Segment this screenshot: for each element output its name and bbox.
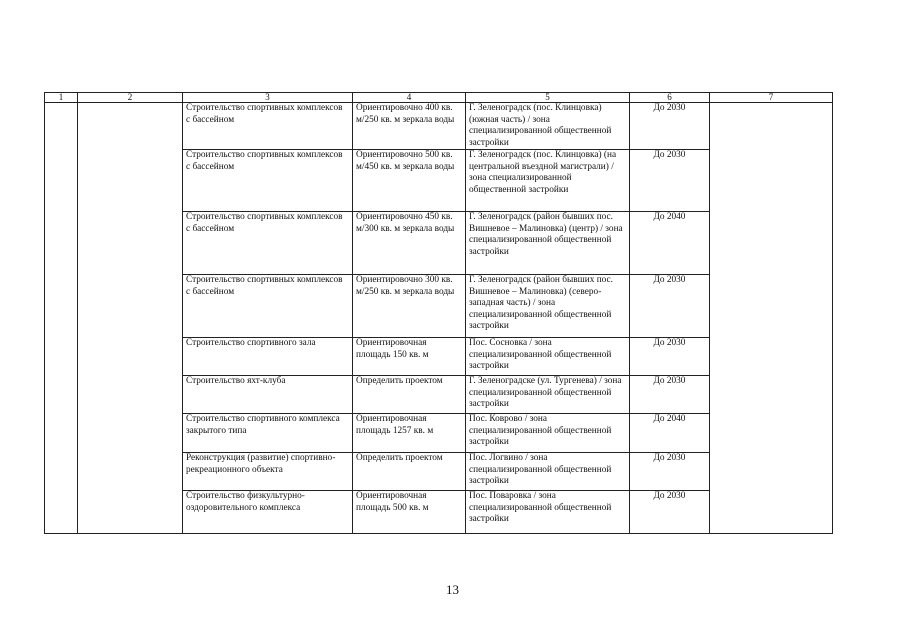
empty-cell bbox=[45, 150, 78, 212]
note-cell bbox=[710, 150, 833, 212]
empty-cell bbox=[78, 212, 183, 275]
note-cell bbox=[710, 103, 833, 150]
empty-cell bbox=[45, 338, 78, 376]
table-row bbox=[45, 103, 833, 150]
object-cell: Строительство спортивных комплексов с бассейном bbox=[183, 103, 353, 150]
empty-cell bbox=[78, 338, 183, 376]
table-row bbox=[45, 212, 833, 275]
note-cell bbox=[710, 212, 833, 275]
empty-cell bbox=[78, 103, 183, 150]
table-row bbox=[45, 376, 833, 414]
object-cell: Строительство спортивного комплекса закрытого типа bbox=[183, 414, 353, 453]
header-col-2: 2 bbox=[78, 93, 183, 103]
table-body bbox=[45, 103, 833, 534]
empty-cell bbox=[78, 491, 183, 534]
document-table bbox=[44, 92, 833, 534]
header-col-7: 7 bbox=[710, 93, 833, 103]
term-cell: До 2040 bbox=[630, 414, 710, 453]
empty-cell bbox=[45, 453, 78, 491]
empty-cell bbox=[78, 414, 183, 453]
header-col-1: 1 bbox=[45, 93, 78, 103]
header-col-3: 3 bbox=[183, 93, 353, 103]
note-cell bbox=[710, 275, 833, 338]
capacity-cell: Ориентировочная площадь 500 кв. м bbox=[353, 491, 466, 534]
location-cell: Пос. Сосновка / зона специализированной общественной застройки bbox=[466, 338, 630, 376]
location-cell: Г. Зеленоградск (район бывших пос. Вишневое – Малиновка) (северо-западная часть) / зона специализированной общественной застройки bbox=[466, 275, 630, 338]
location-cell: Пос. Логвино / зона специализированной общественной застройки bbox=[466, 453, 630, 491]
capacity-cell: Ориентировочная площадь 1257 кв. м bbox=[353, 414, 466, 453]
term-cell: До 2040 bbox=[630, 212, 710, 275]
note-cell bbox=[710, 491, 833, 534]
note-cell bbox=[710, 376, 833, 414]
capacity-cell: Определить проектом bbox=[353, 453, 466, 491]
term-cell: До 2030 bbox=[630, 275, 710, 338]
empty-cell bbox=[45, 275, 78, 338]
term-cell: До 2030 bbox=[630, 376, 710, 414]
location-cell: Г. Зеленоградск (пос. Клинцовка) (на центральной въездной магистрали) / зона специализированной общественной застройки bbox=[466, 150, 630, 212]
capacity-cell: Ориентировочная площадь 150 кв. м bbox=[353, 338, 466, 376]
header-col-4: 4 bbox=[353, 93, 466, 103]
capacity-cell: Ориентировочно 400 кв. м/250 кв. м зеркала воды bbox=[353, 103, 466, 150]
note-cell bbox=[710, 338, 833, 376]
page-number: 13 bbox=[446, 582, 459, 597]
table-row bbox=[45, 150, 833, 212]
term-cell: До 2030 bbox=[630, 338, 710, 376]
location-cell: Г. Зеленоградске (ул. Тургенева) / зона специализированной общественной застройки bbox=[466, 376, 630, 414]
capacity-cell: Ориентировочно 500 кв. м/450 кв. м зеркала воды bbox=[353, 150, 466, 212]
object-cell: Строительство физкультурно-оздоровительного комплекса bbox=[183, 491, 353, 534]
header-row bbox=[45, 93, 833, 103]
header-col-5: 5 bbox=[466, 93, 630, 103]
table-row bbox=[45, 338, 833, 376]
capacity-cell: Ориентировочно 450 кв. м/300 кв. м зеркала воды bbox=[353, 212, 466, 275]
capacity-cell: Определить проектом bbox=[353, 376, 466, 414]
header-col-6: 6 bbox=[630, 93, 710, 103]
location-cell: Пос. Коврово / зона специализированной общественной застройки bbox=[466, 414, 630, 453]
table-row bbox=[45, 491, 833, 534]
location-cell: Пос. Поваровка / зона специализированной общественной застройки bbox=[466, 491, 630, 534]
empty-cell bbox=[45, 103, 78, 150]
table-row bbox=[45, 414, 833, 453]
table-row bbox=[45, 275, 833, 338]
empty-cell bbox=[45, 414, 78, 453]
object-cell: Строительство спортивных комплексов с бассейном bbox=[183, 275, 353, 338]
empty-cell bbox=[78, 275, 183, 338]
note-cell bbox=[710, 414, 833, 453]
empty-cell bbox=[78, 453, 183, 491]
term-cell: До 2030 bbox=[630, 150, 710, 212]
empty-cell bbox=[45, 376, 78, 414]
empty-cell bbox=[78, 376, 183, 414]
empty-cell bbox=[78, 150, 183, 212]
object-cell: Строительство спортивных комплексов с бассейном bbox=[183, 150, 353, 212]
table-row bbox=[45, 453, 833, 491]
location-cell: Г. Зеленоградск (пос. Клинцовка) (южная часть) / зона специализированной общественной застройки bbox=[466, 103, 630, 150]
term-cell: До 2030 bbox=[630, 453, 710, 491]
table-header bbox=[45, 93, 833, 103]
empty-cell bbox=[45, 491, 78, 534]
object-cell: Строительство яхт-клуба bbox=[183, 376, 353, 414]
term-cell: До 2030 bbox=[630, 491, 710, 534]
note-cell bbox=[710, 453, 833, 491]
object-cell: Строительство спортивных комплексов с бассейном bbox=[183, 212, 353, 275]
object-cell: Реконструкция (развитие) спортивно-рекреационного объекта bbox=[183, 453, 353, 491]
empty-cell bbox=[45, 212, 78, 275]
term-cell: До 2030 bbox=[630, 103, 710, 150]
capacity-cell: Ориентировочно 300 кв. м/250 кв. м зеркала воды bbox=[353, 275, 466, 338]
location-cell: Г. Зеленоградск (район бывших пос. Вишневое – Малиновка) (центр) / зона специализированной общественной застройки bbox=[466, 212, 630, 275]
object-cell: Строительство спортивного зала bbox=[183, 338, 353, 376]
